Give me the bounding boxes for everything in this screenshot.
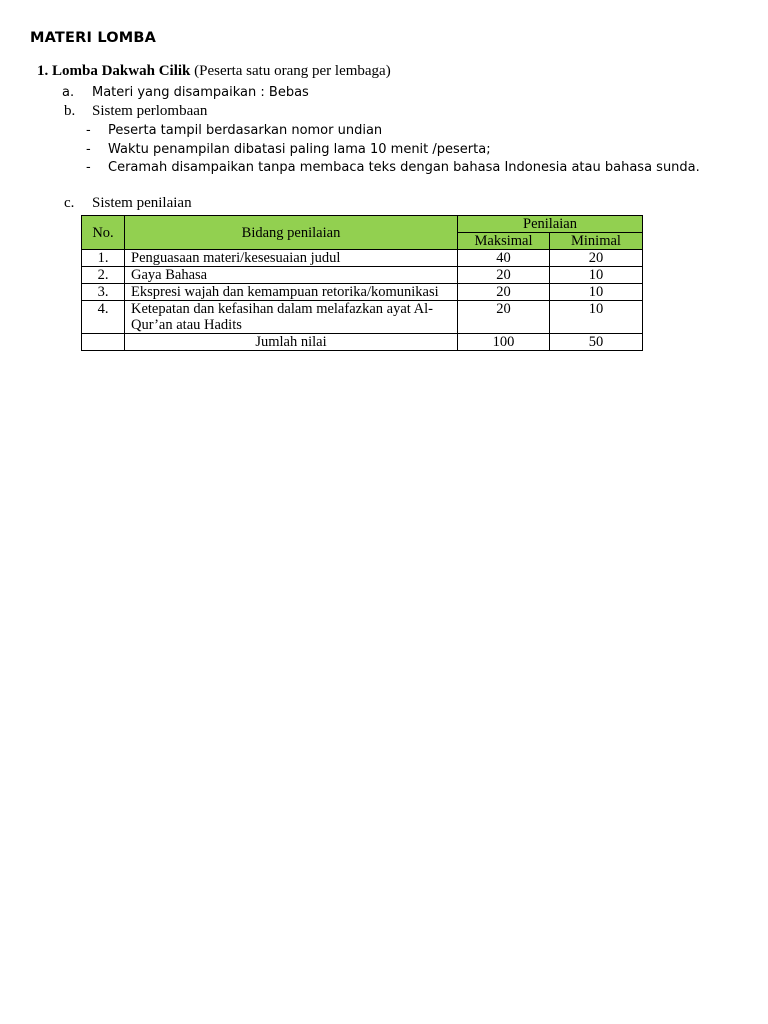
total-row — [82, 334, 643, 351]
row-field: Gaya Bahasa — [125, 267, 458, 284]
row-max: 20 — [458, 301, 550, 334]
bullet-1-marker: - — [86, 123, 91, 138]
row-min: 20 — [550, 250, 643, 267]
row-max: 20 — [458, 267, 550, 284]
item-b-marker: b. — [64, 103, 76, 119]
header-max: Maksimal — [458, 233, 550, 250]
row-field: Ketepatan dan kefasihan dalam melafazkan ayat Al-Qur’an atau Hadits — [125, 301, 458, 334]
table-row — [82, 267, 643, 284]
header-min: Minimal — [550, 233, 643, 250]
item-c-marker: c. — [64, 195, 75, 211]
header-score: Penilaian — [458, 216, 643, 233]
bullet-2-marker: - — [86, 142, 91, 157]
item-a-marker: a. — [62, 85, 75, 100]
section-title — [37, 63, 391, 80]
table-row — [82, 250, 643, 267]
row-no: 1. — [82, 250, 125, 267]
row-no: 2. — [82, 267, 125, 284]
total-max: 100 — [458, 334, 550, 351]
item-a-text: Materi yang disampaikan : Bebas — [92, 85, 309, 100]
row-field: Ekspresi wajah dan kemampuan retorika/komunikasi — [125, 284, 458, 301]
bullet-3-marker: - — [86, 160, 91, 175]
table-row — [82, 301, 643, 334]
item-b-text: Sistem perlombaan — [92, 103, 208, 119]
bullet-1-text: Peserta tampil berdasarkan nomor undian — [108, 123, 383, 138]
header-no: No. — [82, 216, 125, 250]
row-min: 10 — [550, 284, 643, 301]
header-field: Bidang penilaian — [125, 216, 458, 250]
row-min: 10 — [550, 267, 643, 284]
bullet-3-text: Ceramah disampaikan tanpa membaca teks dengan bahasa Indonesia atau bahasa sunda. — [108, 160, 700, 175]
section-number: 1. — [37, 63, 49, 79]
section-subtitle: (Peserta satu orang per lembaga) — [194, 63, 391, 79]
row-no: 4. — [82, 301, 125, 334]
section-name: Lomba Dakwah Cilik — [52, 63, 191, 79]
row-min: 10 — [550, 301, 643, 334]
row-no: 3. — [82, 284, 125, 301]
total-label: Jumlah nilai — [125, 334, 458, 351]
total-no-empty — [82, 334, 125, 351]
table-row — [82, 284, 643, 301]
page-heading: MATERI LOMBA — [30, 30, 157, 46]
row-max: 40 — [458, 250, 550, 267]
row-field: Penguasaan materi/kesesuaian judul — [125, 250, 458, 267]
bullet-2-text: Waktu penampilan dibatasi paling lama 10 menit /peserta; — [108, 142, 491, 157]
scoring-table — [81, 215, 643, 351]
total-min: 50 — [550, 334, 643, 351]
item-c-text: Sistem penilaian — [92, 195, 192, 211]
row-max: 20 — [458, 284, 550, 301]
